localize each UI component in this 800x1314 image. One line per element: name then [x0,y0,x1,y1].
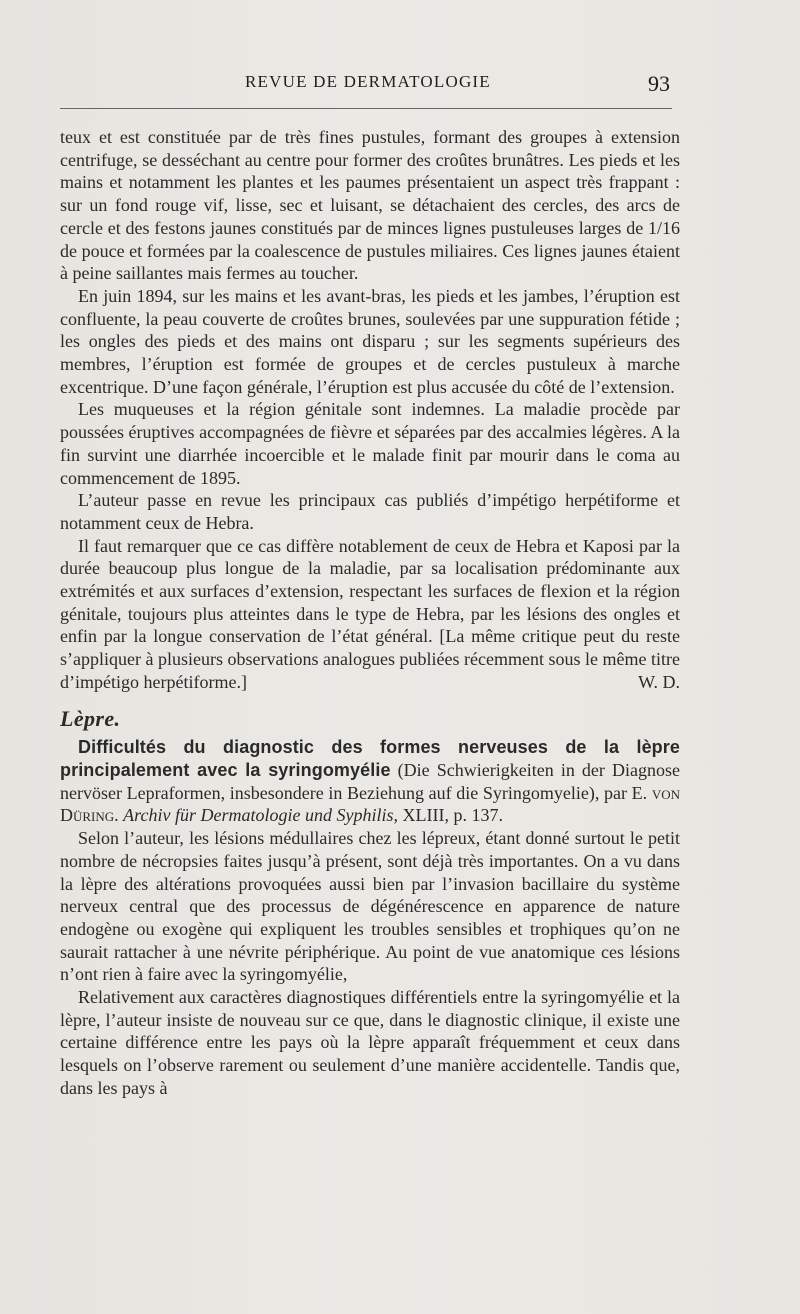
paragraph-muqueuses: Les muqueuses et la région génitale sont indemnes. La maladie procède par poussées éruptives accompagnées de fièvre et séparées par des accalmies légères. A la fin survint une diarrhée incoercible et le malade finit par mourir dans le coma au commencement de 1895. [60,399,680,488]
article-paragraph-1: Selon l’auteur, les lésions médullaires chez les lépreux, étant donné surtout le petit nombre de nécropsies faites jusqu’à présent, sont déjà très importantes. On a vu dans la lèpre des altérations provoquées aussi bien par l’invasion bacillaire du système nerveux central que des processus de dégénérescence en apparence de nature endogène ou exogène qui expliquent les troubles sensibles et trophiques qu’on ne saurait rattacher à une névrite périphérique. Au point de vue anatomique ces lésions n’ont rien à faire avec la syringomyélie, [60,828,680,985]
section-title: Lèpre. [60,705,121,731]
article-title: Difficultés du diagnostic des formes nerveuses de la lèpre principalement avec la syringomyélie [60,737,680,780]
paragraph-remarque: Il faut remarquer que ce cas diffère notablement de ceux de Hebra et Kaposi par la durée beaucoup plus longue de la maladie, par sa localisation prédominante aux extrémités et aux surfaces d’extension, respectant les surfaces de flexion et la région génitale, toujours plus atteintes dans le type de Hebra, par les lésions des ongles et enfin par la longue conservation de l’état général. [La même critique peut du reste s’appliquer à plusieurs observations analogues publiées récemment sous le même titre d’impétigo herpétiforme.] [60,535,680,692]
article-author: von Düring [60,782,680,826]
paragraph-with-signature [60,535,680,694]
paragraph-auteur-revue: L’auteur passe en revue les principaux cas publiés d’impétigo herpétiforme et notamment ceux de Hebra. [60,490,680,533]
journal-name: Archiv für Dermatologie und Syphilis, [123,805,398,826]
author-signature: W. D. [638,671,680,692]
page-header [60,72,670,102]
volume-page: XLIII, p. 137. [402,805,503,826]
page-content [60,126,680,1206]
page-number: 93 [648,71,670,96]
article-paragraph-2: Relativement aux caractères diagnostiques différentiels entre la syringomyélie et la lèpre, l’auteur insiste de nouveau sur ce que, dans le diagnostic clinique, il existe une certaine différence entre les pays où la lèpre apparaît fréquemment et ceux dans lesquels on l’observe rarement ou seulement d’une manière accidentelle. Tandis que, dans les pays à [60,987,680,1098]
header-rule [60,108,672,109]
running-title: REVUE DE DERMATOLOGIE [245,72,491,91]
article-title-german: (Die Schwierigkeiten in der Diagnose nervöser Lepraformen, insbesondere in Beziehung auf die Syringomyelie), par E. [60,760,680,803]
article-heading: Difficultés du diagnostic des formes nerveuses de la lèpre principalement avec la syringomyélie (Die Schwierigkeiten in der Diagnose nervöser Lepraformen, insbesondere in Beziehung auf die Syringomyelie), par E. von Düring. Archiv für Dermatologie und Syphilis, XLIII, p. 137. [60,737,680,826]
paragraph-continued: teux et est constituée par de très fines pustules, formant des groupes à extension centrifuge, se desséchant au centre pour former des croûtes brunâtres. Les pieds et les mains et notamment les plantes et les paumes présentaient un aspect très frappant : sur un fond rouge vif, lisse, sec et luisant, se détachaient des cercles, des arcs de cercle et des festons jaunes constitués par de minces lignes pustuleuses larges de 1/16 de pouce et formées par la coalescence de pustules miliaires. Ces lignes jaunes étaient à peine saillantes mais fermes au toucher. [60,127,680,284]
paragraph-june-1894: En juin 1894, sur les mains et les avant-bras, les pieds et les jambes, l’éruption est confluente, la peau couverte de croûtes brunes, soulevées par une suppuration fétide ; les ongles des pieds et des mains ont disparu ; sur les segments supérieurs des membres, l’éruption est formée de groupes et de cercles pustuleux à marche excentrique. D’une façon générale, l’éruption est plus accusée du côté de l’extension. [60,285,680,397]
